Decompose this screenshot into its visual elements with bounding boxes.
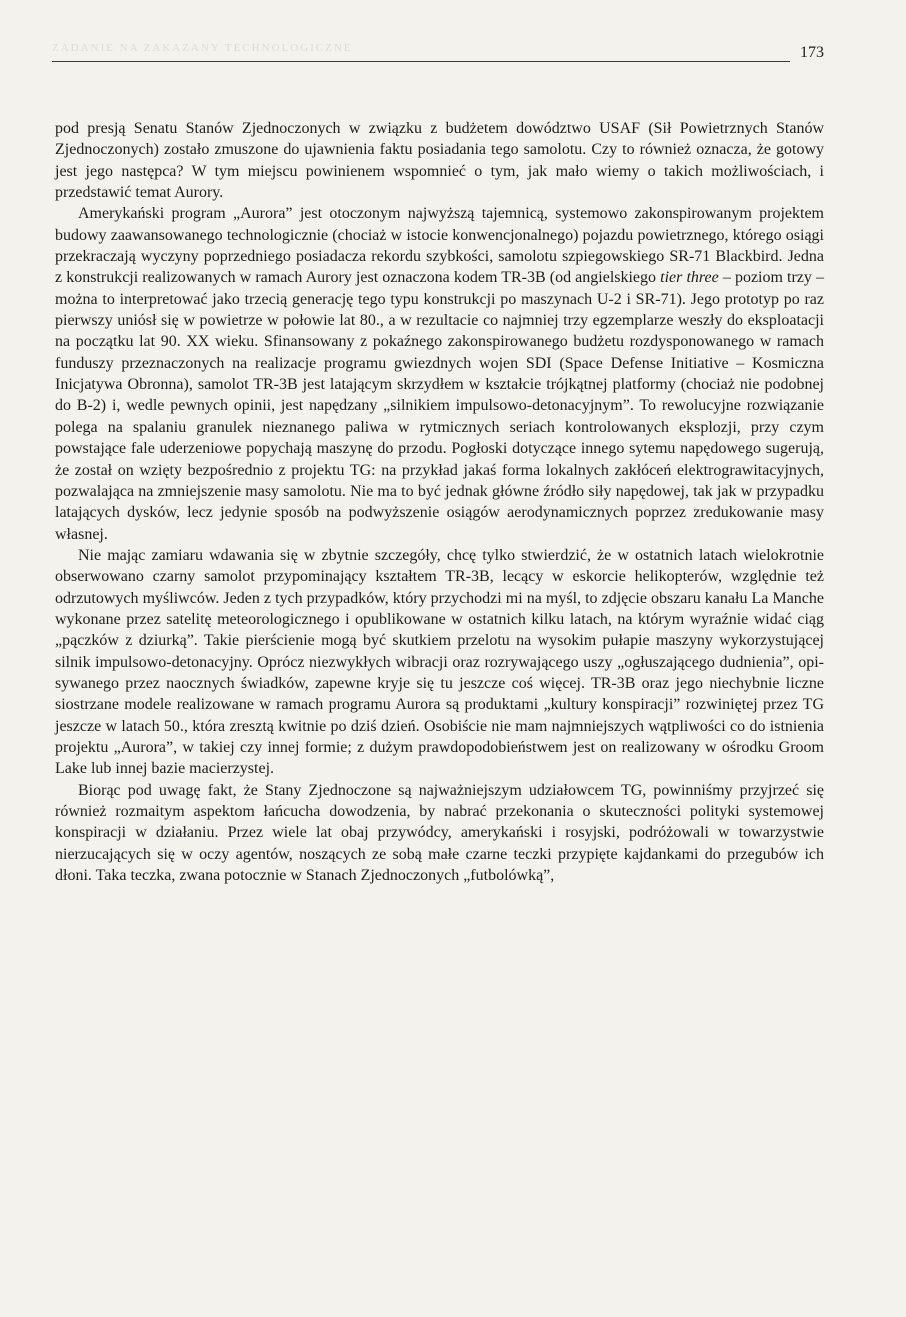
paragraph-1: pod presją Senatu Stanów Zjednoczonych w związku z budżetem dowództwo USAF (Sił Powietrznych Stanów Zjednoczonych) zostało zmuszone do ujawnienia faktu posiadania tego samolotu. Czy to również oznacza, że gotowy jest jego następca? W tym miejscu powinienem wspomnieć o tym, jak mało wiemy o takich możliwościach, i przedstawić temat Aurory. <box>55 120 824 202</box>
paragraph-2-part-b: – poziom trzy – można to interpretować jako trzecią generację tego typu konstrukcji po maszynach U-2 i SR-71). Jego prototyp po raz pierwszy uniósł się w powietrze w połowie lat 80., a w rezultacie co najmniej trzy egzemplarze weszły do eksploatacji na początku lat 90. XX wieku. Sfinansowany z pokaźnego zakonspirowanego budżetu rozdysponowanego w ramach funduszy przeznaczonych na realizacje programu gwiezdnych wojen SDI (Space Defense Initiative – Kosmiczna Inicjatywa Obronna), samolot TR-3B jest latającym skrzydłem w kształcie trójkątnej platformy (chociaż nie podobnej do B-2) i, wedle pewnych opinii, jest napędzany „silnikiem impulsowo-detonacyjnym”. To rewolucyjne rozwiązanie polega na spalaniu granulek nieznanego paliwa w rytmicznych seriach kontrolowanych eksplozji, przy czym powstające fale uderzeniowe popychają maszynę do przodu. Pogłoski dotyczące innego sytemu napędowego sugerują, że został on wzięty bezpośrednio z projektu TG: na przykład jakaś forma lokalnych zakłóceń elektrograwitacyjnych, pozwalająca na zmniejszenie masy samolotu. Nie ma to być jednak główne źródło siły napędowej, tak jak w przypadku latających dysków, lecz jedynie sposób na podwyższenie osiągów aerodynamicznych poprzez zredukowanie masy własnej. <box>55 269 825 543</box>
running-head: ZADANIE NA ZAKAZANY TECHNOLOGICZNE <box>52 42 353 54</box>
page-header <box>52 40 824 64</box>
paragraph-4: Biorąc pod uwagę fakt, że Stany Zjednoczone są najważniejszym udziałowcem TG, powinniśmy przyjrzeć się również rozmaitym aspektom łańcucha dowodzenia, by nabrać przekonania o skuteczności polityki systemowej konspiracji w działaniu. Przez wiele lat obaj przywódcy, amerykański i rosyjski, podróżowali w towarzystwie nierzucających się w oczy agentów, noszących ze sobą małe czarne teczki przypięte kajdankami do przegubów ich dłoni. Taka teczka, zwana potocznie w Stanach Zjednoczonych „futbolówką”, <box>55 781 824 885</box>
page-number: 173 <box>800 44 824 61</box>
paragraph-3: Nie mając zamiaru wdawania się w zbytnie szczegóły, chcę tylko stwierdzić, że w ostatnich latach wielokrotnie obserwowano czarny samolot przypominający kształtem TR-3B, lecący w eskorcie helikopterów, względnie też odrzutowych myśliwców. Jeden z tych przypadków, który przychodzi mi na myśl, to zdjęcie obszaru kanału La Manche wykonane przez satelitę meteorologicznego i opublikowane w ostatnich kilku latach, na którym wyraźnie widać ciąg „pączków z dziurką”. Takie pierścienie mogą być skutkiem przelotu na wysokim pułapie maszyny wykorzystującej silnik impulsowo-detonacyjny. Oprócz niezwykłych wibracji oraz rozrywającego uszy „ogłuszającego dudnienia”, opisywanego przez naocznych świadków, zapewne kryje się tu jeszcze coś więcej. TR-3B oraz jego niechybnie liczne siostrzane modele realizowane w ramach programu Aurora są produktami „kultury konspiracji” rozwiniętej przez TG jeszcze w latach 50., która zresztą kwitnie po dziś dzień. Osobiście nie mam najmniejszych wątpliwości co do istnienia projektu „Aurora”, w takiej czy innej formie; z dużym prawdopodobieństwem jest on realizowany w ośrodku Groom Lake lub innej bazie macierzystej. <box>55 546 824 778</box>
header-rule <box>52 61 790 62</box>
body-text <box>55 118 824 886</box>
paragraph-2-part-a: Amerykański program „Aurora” jest otoczonym najwyższą tajemnicą, systemowo zakonspirowanym projektem budowy zaawansowanego technologicznie (chociaż w istocie konwencjonalnego) pojazdu powietrznego, którego osiągi przekraczają wyczyny poprzedniego posiadacza rekordu szybkości, samolotu szpiegowskiego SR-71 Blackbird. Jedna z konstrukcji realizowanych w ramach Aurory jest oznaczona kodem TR-3B (od angielskiego <box>55 205 824 287</box>
paragraph-2-italic-term: tier three <box>660 269 719 287</box>
paragraph-2 <box>55 203 824 545</box>
